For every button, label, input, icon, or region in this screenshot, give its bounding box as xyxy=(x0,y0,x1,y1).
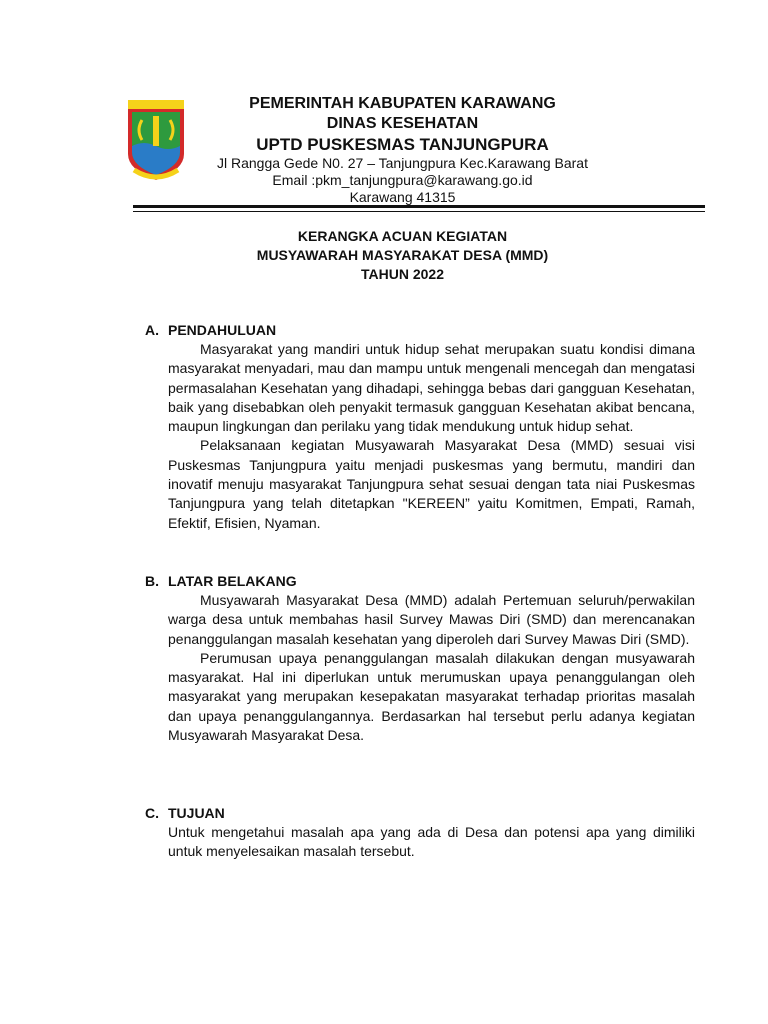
letterhead-government: PEMERINTAH KABUPATEN KARAWANG xyxy=(249,95,556,112)
letterhead-address: Jl Rangga Gede N0. 27 – Tanjungpura Kec.Karawang Barat xyxy=(217,155,588,171)
letterhead xyxy=(190,94,615,206)
section-latar-belakang xyxy=(145,572,705,745)
section-number: B. xyxy=(145,573,159,589)
section-heading xyxy=(145,572,705,591)
letterhead-department: DINAS KESEHATAN xyxy=(326,115,479,132)
paragraph: Untuk mengetahui masalah apa yang ada di Desa dan potensi apa yang dimiliki untuk menyelesaikan masalah tersebut. xyxy=(168,824,695,860)
letterhead-divider-thin xyxy=(133,211,705,212)
paragraph: Musyawarah Masyarakat Desa (MMD) adalah Pertemuan seluruh/perwakilan warga desa untuk membahas hasil Survey Mawas Diri (SMD) dan merencanakan penanggulangan masalah kesehatan yang diperoleh dari Survey Mawas Diri (SMD). xyxy=(168,592,695,647)
section-title: LATAR BELAKANG xyxy=(168,573,297,589)
title-line-3: TAHUN 2022 xyxy=(361,266,444,282)
letterhead-email: Email :pkm_tanjungpura@karawang.go.id xyxy=(272,172,533,188)
paragraph: Masyarakat yang mandiri untuk hidup sehat merupakan suatu kondisi dimana masyarakat menyadari, mau dan mampu untuk mengenali mencegah dan mengatasi permasalahan Kesehatan yang dihadapi, sehingga bebas dari gangguan Kesehatan, baik yang disebabkan oleh penyakit termasuk gangguan Kesehatan akibat bencana, maupun lingkungan dan perilaku yang tidak mendukung untuk hidup sehat. xyxy=(168,341,695,435)
paragraph: Perumusan upaya penanggulangan masalah dilakukan dengan musyawarah masyarakat. Hal ini diperlukan untuk merumuskan upaya penanggulangan oleh masyarakat yang merupakan kesepakatan masyarakat terhadap prioritas masalah dan upaya penanggulangannya. Berdasarkan hal tersebut perlu adanya kegiatan Musyawarah Masyarakat Desa. xyxy=(168,649,695,744)
section-number: C. xyxy=(145,805,159,821)
letterhead-city: Karawang 41315 xyxy=(349,189,456,205)
section-title: TUJUAN xyxy=(168,805,225,821)
title-line-2: MUSYAWARAH MASYARAKAT DESA (MMD) xyxy=(256,247,549,263)
karawang-emblem-logo xyxy=(124,100,188,182)
section-pendahuluan xyxy=(145,321,705,533)
document-title xyxy=(120,227,685,284)
section-title: PENDAHULUAN xyxy=(168,322,277,338)
section-number: A. xyxy=(145,322,159,338)
section-tujuan xyxy=(145,804,705,862)
letterhead-institution: UPTD PUSKESMAS TANJUNGPURA xyxy=(256,135,549,154)
section-heading xyxy=(145,321,705,340)
letterhead-divider-thick xyxy=(133,205,705,208)
section-heading xyxy=(145,804,705,823)
paragraph: Pelaksanaan kegiatan Musyawarah Masyarakat Desa (MMD) sesuai visi Puskesmas Tanjungpura yaitu menjadi puskesmas yang bermutu, mandiri dan inovatif menuju masyarakat Tanjungpura sehat sesuai dengan tata niai Puskesmas Tanjungpura yang telah ditetapkan "KEREEN” yaitu Komitmen, Empati, Ramah, Efektif, Efisien, Nyaman. xyxy=(168,437,695,531)
title-line-1: KERANGKA ACUAN KEGIATAN xyxy=(297,228,508,244)
